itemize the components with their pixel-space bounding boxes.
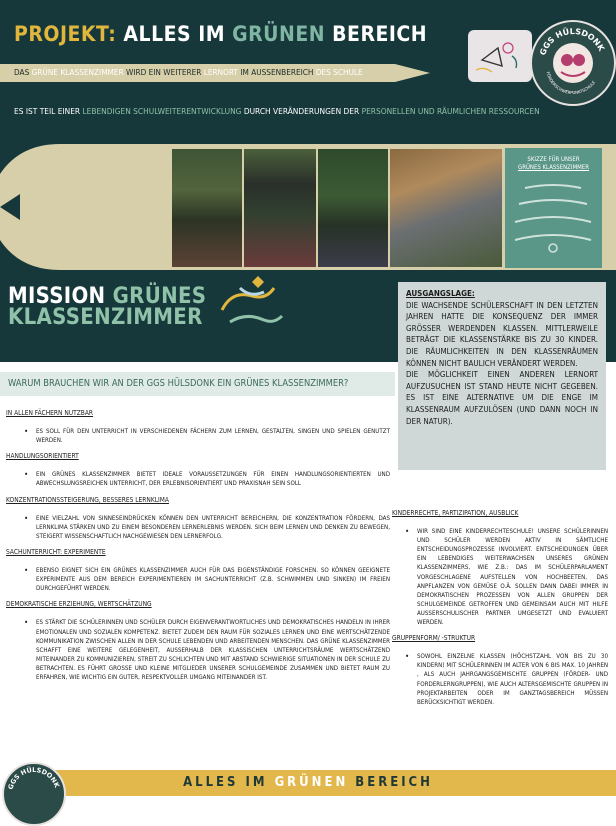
section-heading: IN ALLEN FÄCHERN NUTZBAR [6, 409, 94, 417]
banner-strip [0, 64, 430, 82]
left-column [6, 402, 390, 688]
page-title: PROJEKT: ALLES IM GRÜNEN BEREICH [14, 22, 428, 46]
section-heading: DEMOKRATISCHE ERZIEHUNG, WERTSCHÄTZUNG [6, 600, 152, 609]
ausgangslage-text-2: DIE MÖGLICHKEIT EINEN ANDEREN LERNORT AUFZUSUCHEN IST STAND HEUTE NICHT GEGEBEN. ES IST EINE ALTERNATIVE UM DIE ENGE IM KLASSENRAUM AUFZULÖSEN (UND DANN NOCH IN DER NATUR). [406, 370, 598, 426]
section-text: • ES SOLL FÜR DEN UNTERRICHT IN VERSCHIEDENEN FÄCHERN ZUM LERNEN, GESTALTEN, SINGEN UND SPIELEN GENUTZT WERDEN. [6, 427, 390, 445]
photo-class-outdoor-1 [172, 149, 242, 267]
section-heading: SACHUNTERRICHT: EXPERIMENTE [6, 547, 106, 556]
megaphone-illustration [468, 30, 532, 82]
question-heading: WARUM BRAUCHEN WIR AN DER GGS HÜLSDONK EIN GRÜNES KLASSENZIMMER? [8, 378, 349, 389]
ausgangslage-text-1: DIE WACHSENDE SCHÜLERSCHAFT IN DEN LETZTEN JAHREN HATTE DIE KONSEQUENZ DER IMMER GRÖSSER WERDENDEN KLASSEN. MITTLERWEILE BETRÄGT DIE KLASSENSTÄRKE BIS ZU 30 KINDER. DIE RÄUMLICHKEITEN IN DEN KLASSENRÄUMEN KÖNNEN NICHT BAULICH VERÄNDERT WERDEN. [406, 300, 598, 368]
classroom-sketch: SKIZZE FÜR UNSER GRÜNES KLASSENZIMMER [505, 148, 602, 268]
section-text: • EIN GRÜNES KLASSENZIMMER BIETET IDEALE VORAUSSETZUNGEN FÜR EINEN HANDLUNGSORIENTIERTEN UND ABWECHSLUNGSREICHEN UNTERRICHT, DER ERLEBNISORIENTIERT UND PRAXISNAH SEIN SOLL [6, 470, 390, 488]
hands-illustration [212, 270, 290, 340]
footer-slogan: ALLES IM GRÜNEN BEREICH [183, 775, 433, 790]
svg-text:GGS HÜLSDONK: GGS HÜLSDONK [6, 765, 61, 791]
section-heading: GRUPPENFORM/ -STRUKTUR [392, 634, 476, 643]
section-heading: KONZENTRATIONSSTEIGERUNG, BESSERES LERNKLIMA [6, 495, 169, 504]
photo-stone-bench [390, 149, 502, 267]
section-text: • ES STÄRKT DIE SCHÜLERINNEN UND SCHÜLER DURCH EIGENVERANTWORTLICHES UND DEMOKRATISCHES HANDELN IN IHRER EMOTIONALEN UND SOZIALEN KOMPETENZ. BIETET ZUDEM DEN RAUM FÜR SOZIALES LERNEN UND EINE WERTSCHÄTZENDE KOMMUNIKATION ZWISCHEN ALLEN IN DER SCHULE LEBENDEN UND ARBEITENDEN MENSCHEN. DAS GRÜNE KLASSENZIMMER SCHAFFT EINE WEITERE GELEGENHEIT, AUSSERHALB DER KLASSISCHEN UNTERRICHTSRÄUME WERTSCHÄTZEND MITEINANDER ZU KOMMUNIZIEREN, STREIT ZU SCHLICHTEN UND MIT ABSTAND SCHWIERIGE SITUATIONEN IN DER SCHULE ZU BETRACHTEN. ES FÜHRT GROSSE UND KLEINE MITGLIEDER UNSERER SCHULGEMEINDE ZUSAMMEN UND BIETET RAUM ZU ERFAHREN, WIE WICHTIG EIN GUTER, RESPEKTVOLLER UMGANG MITEINANDER IST. [6, 618, 390, 682]
mission-title: MISSION GRÜNES KLASSENZIMMER [8, 284, 207, 330]
section-text: • WIR SIND EINE KINDERRECHTESCHULE! UNSERE SCHÜLERINNEN UND SCHÜLER WERDEN AKTIV IN SÄMTLICHE ENTSCHEIDUNGSPROZESSE INVOLVIERT. ENTSCHEIDUNGEN ÜBER EIN LEBENDIGES WEITERWACHSEN UNSERES GRÜNEN KLASSENZIMMERS, WIE Z.B.: DAS IM SCHÜLERPARLAMENT VORGESCHLAGENE AUFSTELLEN VON HOCHBEETEN, DAS ANPFLANZEN VON GEMÜSE O.Ä. SOLLEN DANN DABEI IMMER IN DEMOKRATISCHEN PROZESSEN VON ALLEN GRUPPEN DER SCHULGEMEINDE GETROFFEN UND GEMEINSAM AUCH MIT HILFE AUSSERSCHULISCHER PARTNER UMGESETZT UND EVALUIERT WERDEN. [392, 527, 608, 627]
footer-school-badge [2, 762, 66, 826]
school-logo [530, 20, 616, 106]
logo-bottom-text: FÖRDERSCHWERPUNKTSCHULE [545, 71, 597, 96]
right-column [392, 502, 608, 713]
ausgangslage-box [398, 282, 606, 470]
footer [0, 765, 616, 800]
section-heading: HANDLUNGSORIENTIERT [6, 452, 79, 461]
section-text: • EBENSO EIGNET SICH EIN GRÜNES KLASSENZIMMER AUCH FÜR DAS EIGENSTÄNDIGE FORSCHEN. SO KÖNNEN GEEIGNETE EXPERIMENTE AUS DEM BEREICH EXPERIMENTIEREN IM SACHUNTERRICHT (Z.B. SCHWIMMEN UND SINKEN) IM FREIEN DURCHGEFÜHRT WERDEN. [6, 566, 390, 593]
section-text: • SOWOHL EINZELNE KLASSEN (HÖCHSTZAHL VON BIS ZU 30 KINDERN) MIT SCHÜLERINNEN IM ALTER VON 6 BIS MAX. 10 JAHREN , ALS AUCH JAHRGANGSGEMISCHTE GRUPPEN (FÖRDER- UND FORDERLERNGRUPPEN), WIE AUCH ALTERSGEMISCHTE GRUPPEN IN PROJEKTARBEITEN ODER IM GANZTAGSBEREICH MÜSSEN BERÜCKSICHTIGT WERDEN. [392, 652, 608, 707]
section-heading: KINDERRECHTE, PARTIZIPATION, AUSBLICK [392, 509, 519, 517]
banner-text: DAS GRÜNE KLASSENZIMMER WIRD EIN WEITERER LERNORT IM AUSSENBEREICH DES SCHULE [14, 67, 363, 77]
logo-top-text: GGS HÜLSDONK [538, 26, 607, 57]
ausgangslage-heading: AUSGANGSLAGE: [406, 289, 475, 298]
question-bar [0, 372, 395, 396]
subline-text: ES IST TEIL EINER LEBENDIGEN SCHULWEITERENTWICKLUNG DURCH VERÄNDERUNGEN DER PERSONELLEN UND RÄUMLICHEN RESSOURCEN [14, 106, 540, 116]
photo-class-outdoor-3 [318, 149, 388, 267]
section-text: • EINE VIELZAHL VON SINNESEINDRÜCKEN KÖNNEN DEN UNTERRICHT BEREICHERN, DIE KONZENTRATION FÖRDERN, DAS LERNKLIMA STÄRKEN UND ZU EINEM BESONDEREN LERNERLEBNIS WERDEN. SICH BEIM LERNEN UND DENKEN ZU BEWEGEN, STEIGERT WISSENSCHAFTLICH NACHGEWIESEN DEN LERNERFOLG. [6, 514, 390, 541]
photo-class-outdoor-2 [244, 149, 316, 267]
